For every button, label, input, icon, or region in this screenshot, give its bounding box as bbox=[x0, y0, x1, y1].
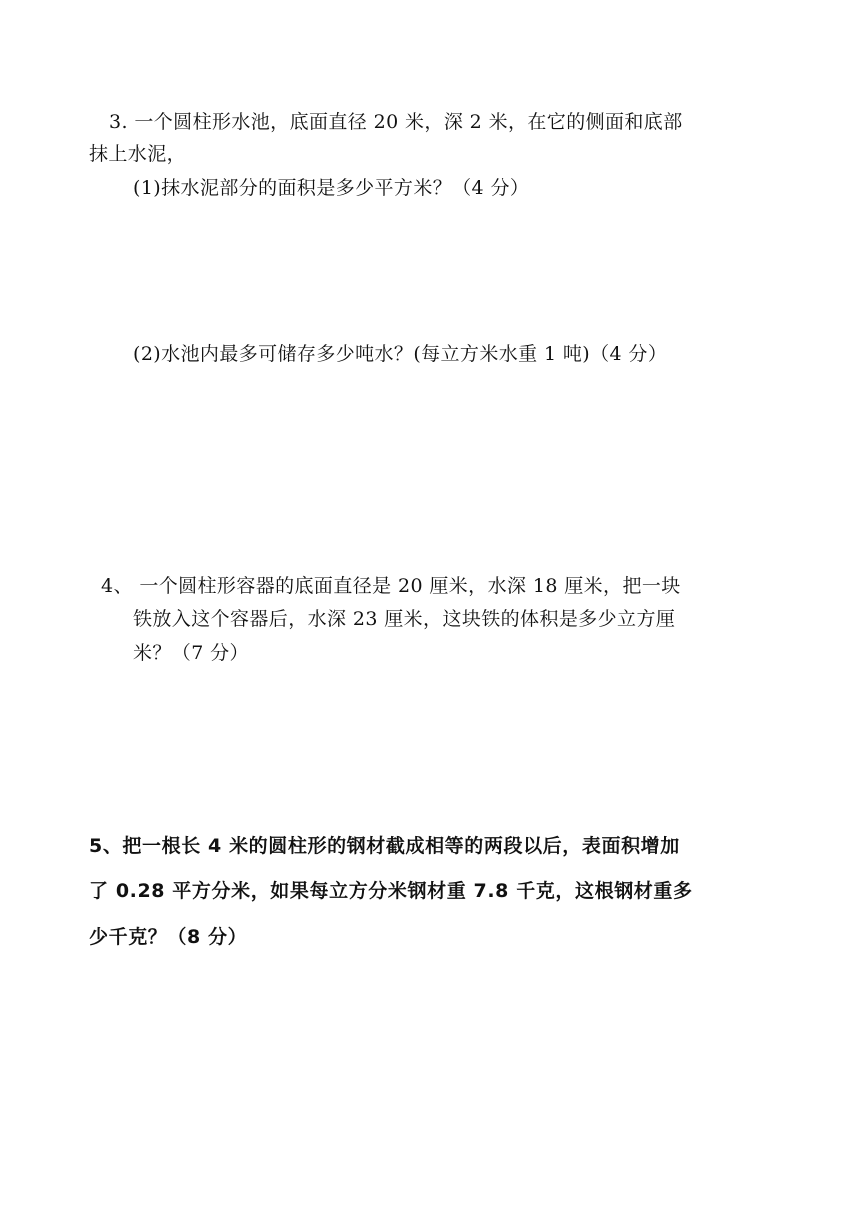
question-5-line-1: 5、把一根长 4 米的圆柱形的钢材截成相等的两段以后，表面积增加 bbox=[89, 835, 680, 857]
question-4-line-3: 米？（7 分） bbox=[133, 642, 249, 664]
question-4-line-1: 4、 一个圆柱形容器的底面直径是 20 厘米，水深 18 厘米，把一块 bbox=[101, 575, 681, 597]
question-3-subquestion-2: (2)水池内最多可储存多少吨水？(每立方米水重 1 吨)（4 分） bbox=[133, 343, 668, 365]
question-5-line-3: 少千克？（8 分） bbox=[89, 926, 248, 948]
question-3-subquestion-1: (1)抹水泥部分的面积是多少平方米？（4 分） bbox=[133, 177, 530, 199]
question-3-line-2: 抹上水泥， bbox=[89, 143, 187, 165]
question-3-line-1: 3. 一个圆柱形水池，底面直径 20 米，深 2 米，在它的侧面和底部 bbox=[109, 111, 683, 133]
question-5-line-2: 了 0.28 平方分米，如果每立方分米钢材重 7.8 千克，这根钢材重多 bbox=[89, 880, 693, 902]
question-4-line-2: 铁放入这个容器后，水深 23 厘米，这块铁的体积是多少立方厘 bbox=[133, 608, 676, 630]
